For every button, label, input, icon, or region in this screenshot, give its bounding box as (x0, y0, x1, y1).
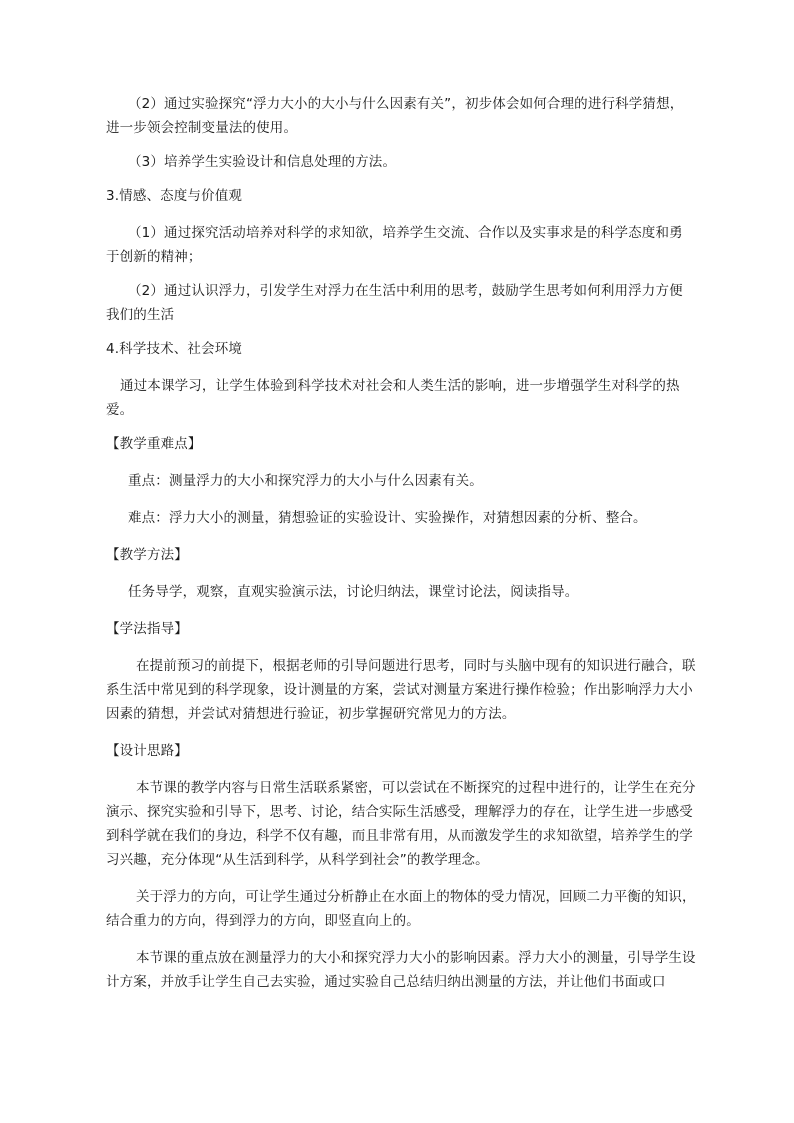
section-heading-design-ideas: 【设计思路】 (106, 743, 188, 759)
paragraph-design-ideas-1: 本节课的教学内容与日常生活联系紧密，可以尝试在不断探究的过程中进行的，让学生在充分演示、探究实验和引导下，思考、讨论，结合实际生活感受，理解浮力的存在，让学生进一步感受到科学就在我们的身边，科学不仅有趣，而且非常有用，从而激发学生的求知欲望，培养学生的学习兴趣，充分体现“从生活到科学，从科学到社会”的教学理念。 (106, 780, 696, 868)
paragraph-science-society: 通过本课学习，让学生体验到科学技术对社会和人类生活的影响，进一步增强学生对科学的热爱。 (106, 378, 680, 418)
section-heading-learning-guidance: 【学法指导】 (106, 621, 188, 637)
paragraph-emotion-2: （2）通过认识浮力，引发学生对浮力在生活中利用的思考，鼓励学生思考如何利用浮力方便我们的生活 (106, 283, 683, 323)
paragraph-difficult-point: 难点：浮力大小的测量，猜想验证的实验设计、实验操作，对猜想因素的分析、整合。 (128, 510, 647, 526)
paragraph-emotion-1: （1）通过探究活动培养对科学的求知欲，培养学生交流、合作以及实事求是的科学态度和勇于创新的精神； (106, 225, 683, 265)
document-body (106, 92, 696, 994)
paragraph-key-point: 重点：测量浮力的大小和探究浮力的大小与什么因素有关。 (128, 473, 483, 489)
section-heading-key-difficult-points: 【教学重难点】 (106, 436, 202, 452)
paragraph-objective-3: （3）培养学生实验设计和信息处理的方法。 (128, 154, 397, 170)
paragraph-teaching-methods: 任务导学，观察，直观实验演示法，讨论归纳法，课堂讨论法，阅读指导。 (128, 584, 579, 600)
section-heading-emotion-attitude-values: 3.情感、态度与价值观 (106, 188, 243, 204)
paragraph-learning-guidance: 在提前预习的前提下，根据老师的引导问题进行思考，同时与头脑中现有的知识进行融合，联系生活中常见到的科学现象，设计测量的方案，尝试对测量方案进行操作检验；作出影响浮力大小因素的猜想，并尝试对猜想进行验证，初步掌握研究常见力的方法。 (106, 658, 696, 722)
section-heading-science-society: 4.科学技术、社会环境 (106, 341, 243, 357)
paragraph-design-ideas-3: 本节课的重点放在测量浮力的大小和探究浮力大小的影响因素。浮力大小的测量，引导学生设计方案，并放手让学生自己去实验，通过实验自己总结归纳出测量的方法，并让他们书面或口 (106, 950, 696, 990)
paragraph-objective-2: （2）通过实验探究“浮力大小的大小与什么因素有关”，初步体会如何合理的进行科学猜想，进一步领会控制变量法的使用。 (106, 96, 684, 136)
paragraph-design-ideas-2: 关于浮力的方向，可让学生通过分析静止在水面上的物体的受力情况，回顾二力平衡的知识，结合重力的方向，得到浮力的方向，即竖直向上的。 (106, 889, 696, 929)
section-heading-teaching-methods: 【教学方法】 (106, 547, 188, 563)
